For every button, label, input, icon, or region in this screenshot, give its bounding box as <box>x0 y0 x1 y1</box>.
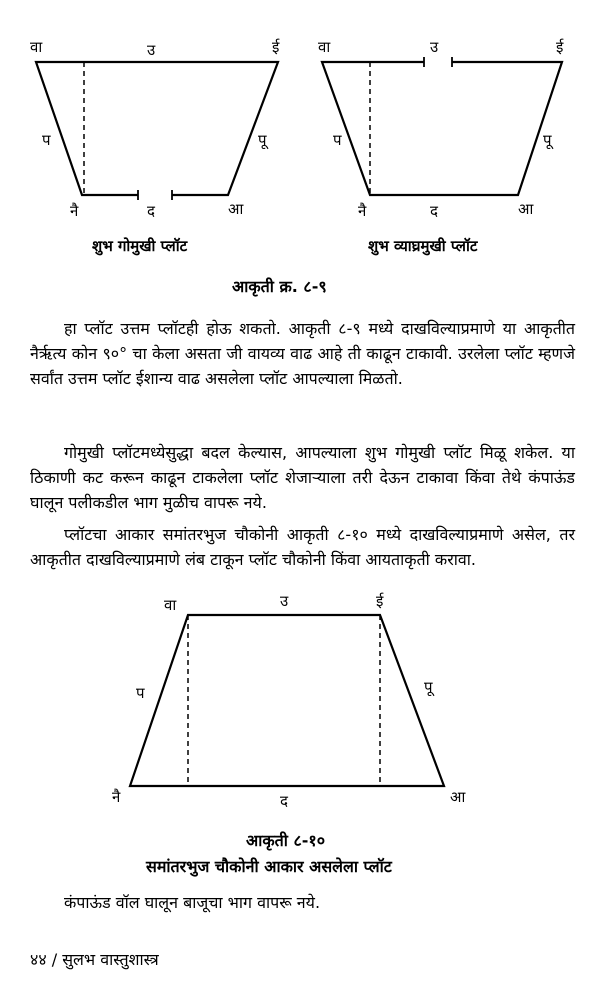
fig3-label-sw: नै <box>112 788 121 806</box>
fig2-label-sw: नै <box>358 202 367 220</box>
fig3-label-se: आ <box>450 788 466 806</box>
fig3-label-w: प <box>136 684 145 702</box>
fig1-caption: शुभ गोमुखी प्लॉट <box>92 237 188 255</box>
fig3-label-e: पू <box>424 678 433 696</box>
fig1-label-sw: नै <box>70 202 79 220</box>
paragraph-2: गोमुखी प्लॉटमध्येसुद्धा बदल केल्यास, आपल्याला शुभ गोमुखी प्लॉट मिळू शकेल. या ठिकाणी कट करून काढून टाकलेला प्लॉट शेजाऱ्याला तरी देऊन टाकावा किंवा तेथे कंपाऊंड घालून पलीकडील भाग मुळीच वापरू नये. <box>30 443 575 512</box>
fig3-caption-title: समांतरभुज चौकोनी आकार असलेला प्लॉट <box>146 857 392 876</box>
fig2-label-nw: वा <box>318 38 331 56</box>
fig2-caption: शुभ व्याघ्रमुखी प्लॉट <box>368 237 478 255</box>
fig3-caption-number: आकृती ८-१० <box>246 831 326 850</box>
fig3-label-ne: ई <box>376 592 384 610</box>
parallelogram-plot-outline <box>130 615 444 786</box>
fig1-label-n: उ <box>147 41 156 59</box>
paragraph-3: प्लॉटचा आकार समांतरभुज चौकोनी आकृती ८-१० मध्ये दाखविल्याप्रमाणे असेल, तर आकृतीत दाखविल्याप्रमाणे लंब टाकून प्लॉट चौकोनी किंवा आयताकृती करावा. <box>30 525 575 569</box>
fig1-label-w: प <box>42 131 51 149</box>
fig2-label-w: प <box>333 131 342 149</box>
fig3-label-n: उ <box>280 592 289 610</box>
fig1-label-se: आ <box>228 200 244 218</box>
fig1-label-nw: वा <box>30 38 43 56</box>
fig1-label-ne: ई <box>272 38 280 56</box>
paragraph-1: हा प्लॉट उत्तम प्लॉटही होऊ शकतो. आकृती ८-९ मध्ये दाखविल्याप्रमाणे या आकृतीत नैर्ऋत्य कोन ९०° चा केला असता जी वायव्य वाढ आहे ती काढून टाकावी. उरलेला प्लॉट म्हणजे सर्वांत उत्तम प्लॉट ईशान्य वाढ असलेला प्लॉट आपल्याला मिळतो. <box>30 319 575 388</box>
fig3-label-s: द <box>280 792 288 810</box>
fig1-label-e: पू <box>258 131 267 149</box>
fig2-label-se: आ <box>518 200 534 218</box>
fig3-label-nw: वा <box>164 596 177 614</box>
fig2-label-e: पू <box>543 131 552 149</box>
closing-line: कंपाऊंड वॉल घालून बाजूचा भाग वापरू नये. <box>64 893 321 912</box>
fig2-label-ne: ई <box>556 38 564 56</box>
page-footer: ४४ / सुलभ वास्तुशास्त्र <box>30 950 159 969</box>
fig1-label-s: द <box>147 202 155 220</box>
fig2-label-s: द <box>430 202 438 220</box>
fig-pair-caption: आकृती क्र. ८-९ <box>232 277 327 296</box>
fig2-label-n: उ <box>430 38 439 56</box>
